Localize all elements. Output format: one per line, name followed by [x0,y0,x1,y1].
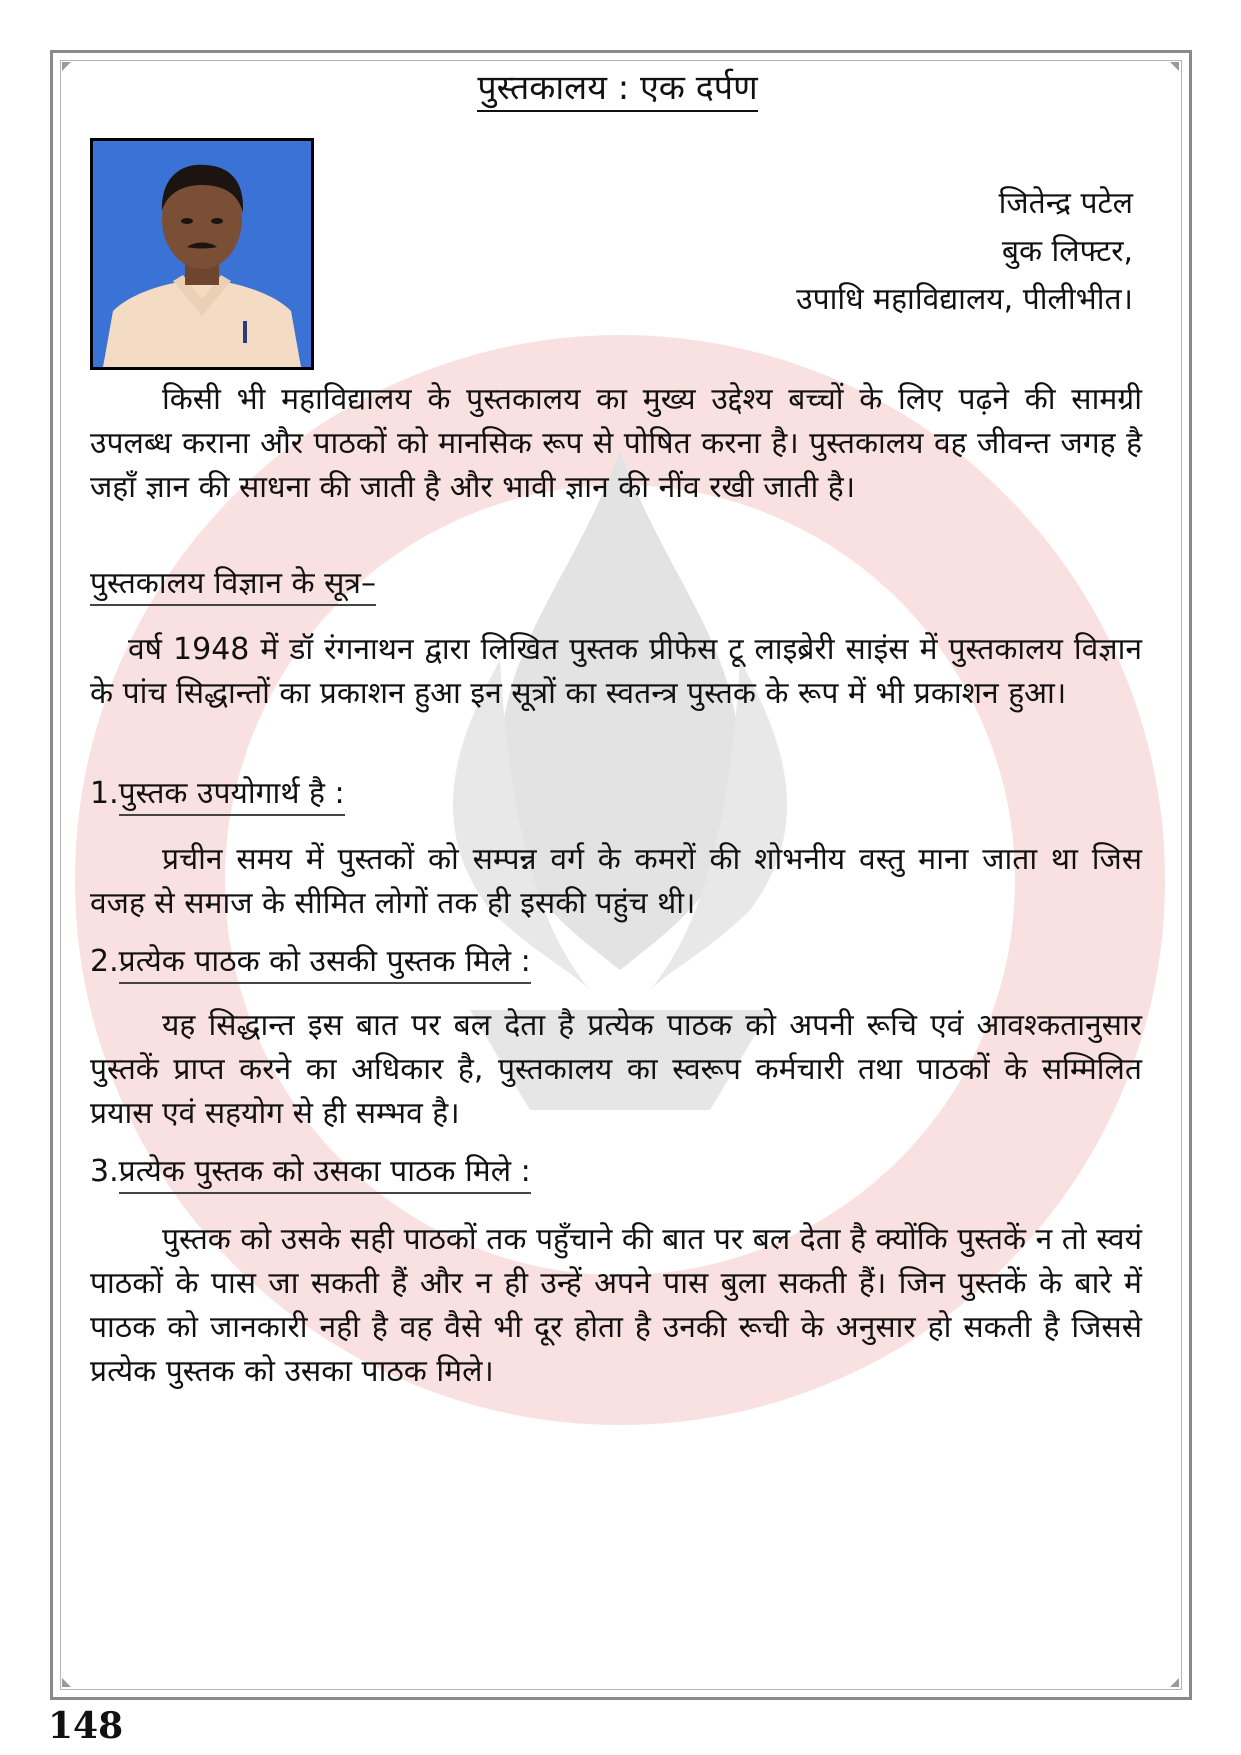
author-block [796,180,1133,324]
section-paragraph: वर्ष 1948 में डॉ रंगनाथन द्वारा लिखित पुस्तक प्रीफेस टू लाइब्रेरी साइंस में पुस्तकालय विज्ञान के पांच सिद्धान्तों का प्रकाशन हुआ इन सूत्रों का स्वतन्त्र पुस्तक के रूप में भी प्रकाशन हुआ। [90,632,1142,711]
law-title: प्रत्येक पुस्तक को उसका पाठक मिले : [119,1154,531,1194]
law-heading [90,772,345,816]
law-title: प्रत्येक पाठक को उसकी पुस्तक मिले : [119,944,531,984]
page-title-text: पुस्तकालय : एक दर्पण [477,68,757,112]
corner-ornament-icon [1170,62,1179,71]
intro-paragraph: किसी भी महाविद्यालय के पुस्तकालय का मुख्य उद्देश्य बच्चों के लिए पढ़ने की सामग्री उपलब्ध कराना और पाठकों को मानसिक रूप से पोषित करना है। पुस्तकालय वह जीवन्त जगह है जहाँ ज्ञान की साधना की जाती है और भावी ज्ञान की नींव रखी जाती है। [90,382,1142,505]
author-photo [90,138,314,370]
law-number: 2. [90,944,119,979]
author-name: जितेन्द्र पटेल [998,186,1133,221]
section-heading [90,562,376,606]
corner-ornament-icon [1170,1678,1179,1687]
author-portrait-image [93,141,311,367]
corner-ornament-icon [62,62,71,71]
author-institution: उपाधि महाविद्यालय, पीलीभीत। [796,282,1133,317]
law-number: 1. [90,776,119,811]
law-heading [90,940,531,984]
page-number: 148 [48,1705,124,1747]
corner-ornament-icon [62,1678,71,1687]
law-paragraph: प्रचीन समय में पुस्तकों को सम्पन्न वर्ग के कमरों की शोभनीय वस्तु माना जाता था जिस वजह से समाज के सीमित लोगों तक ही इसकी पहुंच थी। [90,842,1142,921]
law-number: 3. [90,1154,119,1189]
section-heading-text: पुस्तकालय विज्ञान के सूत्र– [90,566,376,606]
page-title [90,64,1145,112]
author-designation: बुक लिफ्टर, [1001,234,1133,269]
law-title: पुस्तक उपयोगार्थ है : [119,776,345,816]
law-paragraph: यह सिद्धान्त इस बात पर बल देता है प्रत्येक पाठक को अपनी रूचि एवं आवश्कतानुसार पुस्तकें प्राप्त करने का अधिकार है, पुस्तकालय का स्वरूप कर्मचारी तथा पाठकों के सम्मिलित प्रयास एवं सहयोग से ही सम्भव है। [90,1008,1142,1131]
law-heading [90,1150,531,1194]
law-paragraph: पुस्तक को उसके सही पाठकों तक पहुँचाने की बात पर बल देता है क्योंकि पुस्तकें न तो स्वयं पाठकों के पास जा सकती हैं और न ही उन्हें अपने पास बुला सकती हैं। जिन पुस्तकें के बारे में पाठक को जानकारी नही है वह वैसे भी दूर होता है उनकी रूची के अनुसार हो सकती है जिससे प्रत्येक पुस्तक को उसका पाठक मिले। [90,1222,1142,1389]
